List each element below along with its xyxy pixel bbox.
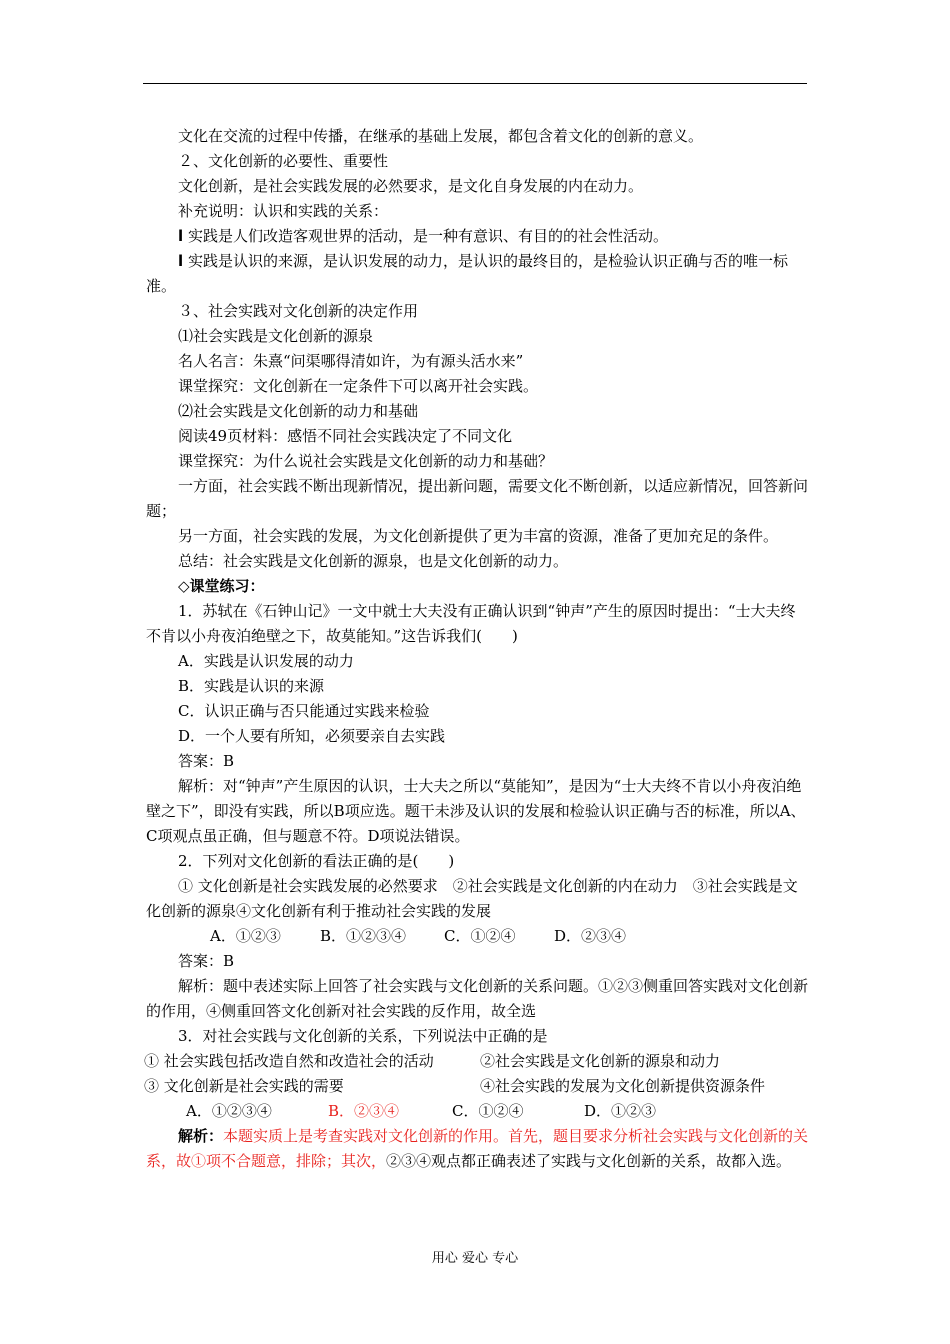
header-rule	[143, 83, 807, 84]
paragraph: 阅读49页材料：感悟不同社会实践决定了不同文化	[178, 427, 513, 445]
question-2-analysis: 解析：题中表述实际上回答了社会实践与文化创新的关系问题。①②③侧重回答实践对文化创新的作用，④侧重回答文化创新对社会实践的反作用，故全选	[146, 977, 809, 1020]
question-3-item-2: ②社会实践是文化创新的源泉和动力	[480, 1052, 721, 1070]
question-2-answer: 答案：B	[178, 952, 235, 970]
bullet-item	[146, 249, 810, 299]
document-body	[146, 124, 810, 1174]
page-footer: 用心 爱心 专心	[431, 1251, 519, 1266]
question-2-stem: 2．下列对文化创新的看法正确的是( )	[178, 852, 455, 870]
question-2-option-c: C．①②④	[444, 927, 516, 945]
question-1-option-d: D．一个人要有所知，必须要亲自去实践	[178, 727, 446, 745]
question-2-option-a: A．①②③	[210, 927, 281, 945]
question-1-option-b: B．实践是认识的来源	[178, 677, 325, 695]
question-3-item-4: ④社会实践的发展为文化创新提供资源条件	[480, 1077, 766, 1095]
question-3-option-a: A．①②③④	[186, 1102, 272, 1120]
question-3-option-b: B．②③④	[328, 1102, 400, 1120]
subheading: ⑵社会实践是文化创新的动力和基础	[178, 402, 419, 420]
paragraph: 课堂探究：文化创新在一定条件下可以离开社会实践。	[178, 377, 539, 395]
question-2-options	[146, 924, 810, 949]
bullet-text: 实践是认识的来源，是认识发展的动力，是认识的最终目的，是检验认识正确与否的唯一标准。	[146, 252, 788, 295]
question-1-stem: 1．苏轼在《石钟山记》一文中就士大夫没有正确认识到“钟声”产生的原因时提出：“士大夫终不肯以小舟夜泊绝壁之下，故莫能知。”这告诉我们( )	[146, 602, 796, 645]
paragraph: 文化在交流的过程中传播，在继承的基础上发展，都包含着文化的创新的意义。	[178, 127, 704, 145]
question-2-items: ① 文化创新是社会实践发展的必然要求 ②社会实践是文化创新的内在动力 ③社会实践是文化创新的源泉④文化创新有利于推动社会实践的发展	[146, 877, 798, 920]
bullet-marker: l	[178, 252, 184, 270]
exercise-heading: ◇课堂练习：	[178, 577, 265, 595]
bullet-text: 实践是人们改造客观世界的活动，是一种有意识、有目的的社会性活动。	[187, 227, 668, 245]
section-heading: ３、社会实践对文化创新的决定作用	[178, 302, 419, 320]
question-3-options	[146, 1099, 810, 1124]
paragraph: 总结：社会实践是文化创新的源泉，也是文化创新的动力。	[178, 552, 569, 570]
question-2-option-d: D．②③④	[554, 927, 627, 945]
paragraph: 名人名言：朱熹“问渠哪得清如许，为有源头活水来”	[178, 352, 524, 370]
analysis-rest: ②③④观点都正确表述了实践与文化创新的关系，故都入选。	[386, 1152, 792, 1170]
paragraph: 课堂探究：为什么说社会实践是文化创新的动力和基础？	[178, 452, 554, 470]
analysis-label: 解析：	[178, 1127, 224, 1145]
question-3-option-d: D．①②③	[584, 1102, 657, 1120]
paragraph: 补充说明：认识和实践的关系：	[178, 202, 389, 220]
question-3-item-1: ① 社会实践包括改造自然和改造社会的活动	[144, 1052, 434, 1070]
section-heading: ２、文化创新的必要性、重要性	[178, 152, 389, 170]
question-2-option-b: B．①②③④	[320, 927, 407, 945]
question-3-analysis	[146, 1124, 810, 1174]
question-1-answer: 答案：B	[178, 752, 235, 770]
question-1-option-a: A．实践是认识发展的动力	[178, 652, 354, 670]
question-3-items-row-1	[144, 1049, 810, 1074]
analysis-highlight: 本题实质上是考查实践对文化创新的作用。首先，题目要求分析社会实践与文化创新的关系，故①项不合题意，排除；其次，	[146, 1127, 809, 1170]
question-3-items-row-2	[144, 1074, 810, 1099]
question-1-analysis: 解析：对“钟声”产生原因的认识，士大夫之所以“莫能知”，是因为“士大夫终不肯以小舟夜泊绝壁之下”，即没有实践，所以B项应选。题干未涉及认识的发展和检验认识正确与否的标准，所以A、C项观点虽正确，但与题意不符。D项说法错误。	[146, 777, 806, 845]
paragraph: 文化创新，是社会实践发展的必然要求，是文化自身发展的内在动力。	[178, 177, 644, 195]
question-3-stem: 3．对社会实践与文化创新的关系，下列说法中正确的是	[178, 1027, 548, 1045]
question-3-item-3: ③ 文化创新是社会实践的需要	[144, 1077, 344, 1095]
bullet-marker: l	[178, 227, 184, 245]
question-3-option-c: C．①②④	[452, 1102, 524, 1120]
bullet-item	[146, 224, 810, 249]
paragraph: 另一方面，社会实践的发展，为文化创新提供了更为丰富的资源，准备了更加充足的条件。	[178, 527, 779, 545]
subheading: ⑴社会实践是文化创新的源泉	[178, 327, 374, 345]
paragraph: 一方面，社会实践不断出现新情况，提出新问题，需要文化不断创新，以适应新情况，回答新问题；	[146, 477, 809, 520]
question-1-option-c: C．认识正确与否只能通过实践来检验	[178, 702, 430, 720]
